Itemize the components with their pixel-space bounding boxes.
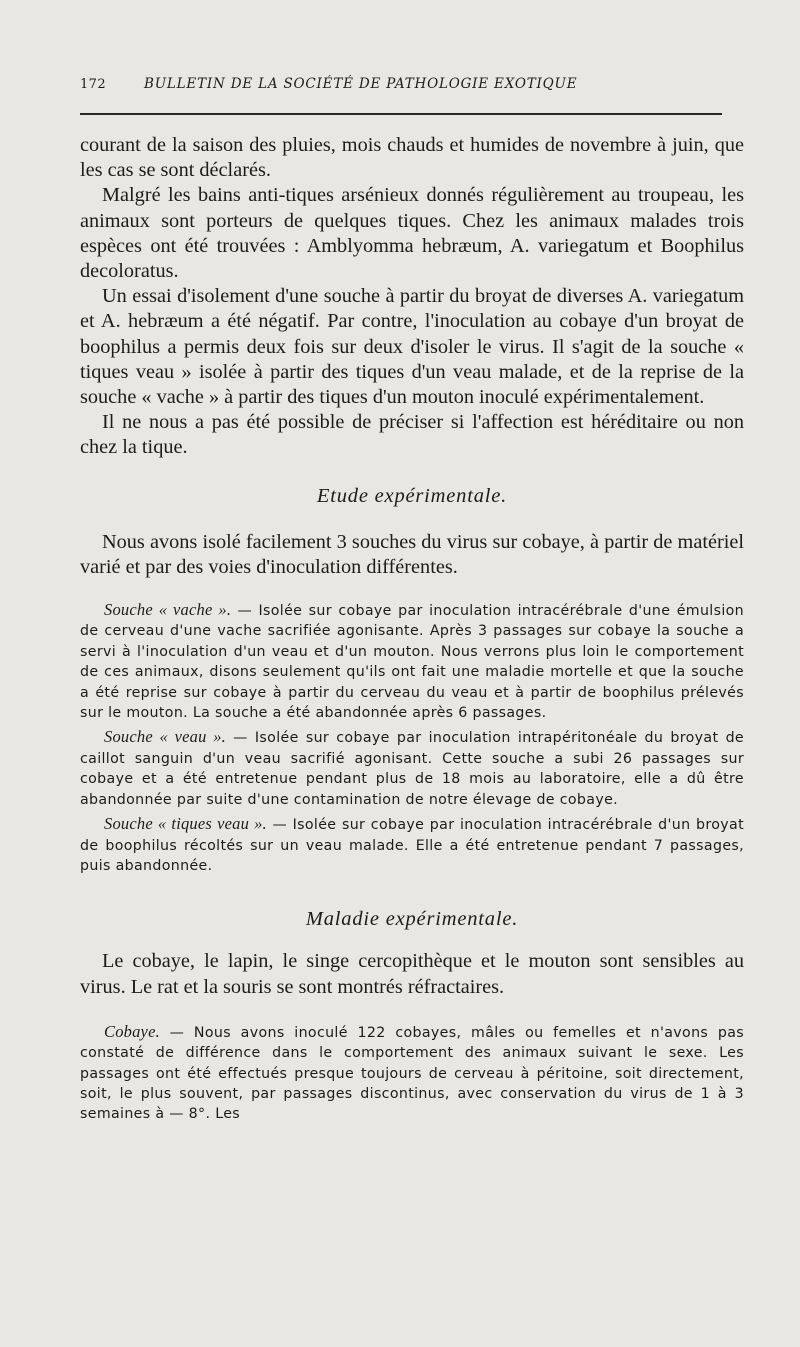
souche-vache-lead: Souche « vache ». — [104, 600, 232, 620]
paragraph-tiques: Malgré les bains anti-tiques arsénieux donnés régulièrement au troupeau, les animaux sont porteurs de quelques tiques. Chez les animaux malades trois espèces ont été trouvées : Amblyomma hebræum, A. variegatum et Boophilus decoloratus. — [80, 184, 744, 283]
running-head — [80, 76, 744, 110]
paragraph-sensibilite: Le cobaye, le lapin, le singe cercopithèque et le mouton sont sensibles au virus. Le rat et la souris se sont montrés réfractaires. — [80, 950, 744, 998]
cobaye-lead: Cobaye. — [104, 1021, 160, 1041]
header-rule — [80, 113, 722, 115]
section-heading-etude: Etude expérimentale. — [316, 484, 508, 507]
paragraph-hereditaire: Il ne nous a pas été possible de préciser si l'affection est héréditaire ou non chez la tique. — [80, 411, 744, 459]
cobaye-text: — Nous avons inoculé 122 cobayes, mâles ou femelles et n'avons pas constaté de différence dans le comportement des animaux suivant le sexe. Les passages ont été effectués presque toujours de cerveau à péritoine, soit directement, soit, le plus souvent, par passages discontinus, avec conservation du virus de 1 à 3 semaines à — 8°. Les — [80, 1024, 744, 1123]
page-number: 172 — [80, 77, 107, 92]
paragraph-continuation: courant de la saison des pluies, mois chauds et humides de novembre à juin, que les cas se sont déclarés. — [80, 134, 744, 182]
section-heading-maladie: Maladie expérimentale. — [305, 908, 519, 931]
paragraph-cobaye — [80, 1022, 744, 1125]
paragraph-isolement: Un essai d'isolement d'une souche à partir du broyat de diverses A. variegatum et A. hebræum a été négatif. Par contre, l'inoculation au cobaye d'un broyat de boophilus a permis deux fois sur deux d'isoler le virus. Il s'agit de la souche « tiques veau » isolée à partir des tiques d'un veau malade, et de la reprise de la souche « vache » à partir des tiques d'un mouton inoculé expérimentalement. — [80, 285, 744, 409]
paragraph-souche-vache — [80, 600, 744, 723]
souche-vache-text: — Isolée sur cobaye par inoculation intracérébrale d'une émulsion de cerveau d'une vache sacrifiée agonisante. Après 3 passages sur cobaye la souche a servi à l'inoculation d'un veau et d'un mouton. Nous verrons plus loin le comportement de ces animaux, disons seulement qu'ils ont fait une maladie mortelle et que la souche a été reprise sur cobaye à partir du cerveau du veau et à partir de boophilus prélevés sur le mouton. La souche a été abandonnée après 6 passages. — [80, 603, 744, 722]
paragraph-souches-intro: Nous avons isolé facilement 3 souches du virus sur cobaye, à partir de matériel varié et par des voies d'inoculation différentes. — [80, 530, 744, 578]
paragraph-souche-tiques-veau — [80, 814, 744, 876]
souche-veau-lead: Souche « veau ». — [104, 727, 226, 747]
souche-veau-text: — Isolée sur cobaye par inoculation intrapéritonéale du broyat de caillot sanguin d'un veau sacrifié agonisant. Cette souche a subi 26 passages sur cobaye et a été entretenue pendant plus de 18 mois au laboratoire, elle a dû être abandonnée par suite d'une contamination de notre élevage de cobaye. — [80, 730, 745, 808]
souche-tiques-veau-lead: Souche « tiques veau ». — [104, 814, 267, 834]
paragraph-souche-veau — [80, 727, 744, 810]
journal-title: BULLETIN DE LA SOCIÉTÉ DE PATHOLOGIE EXOTIQUE — [144, 76, 578, 92]
souche-tiques-veau-text: — Isolée sur cobaye par inoculation intracérébrale d'un broyat de boophilus récoltés sur un veau malade. Elle a été entretenue pendant 7 passages, puis abandonnée. — [80, 817, 744, 874]
